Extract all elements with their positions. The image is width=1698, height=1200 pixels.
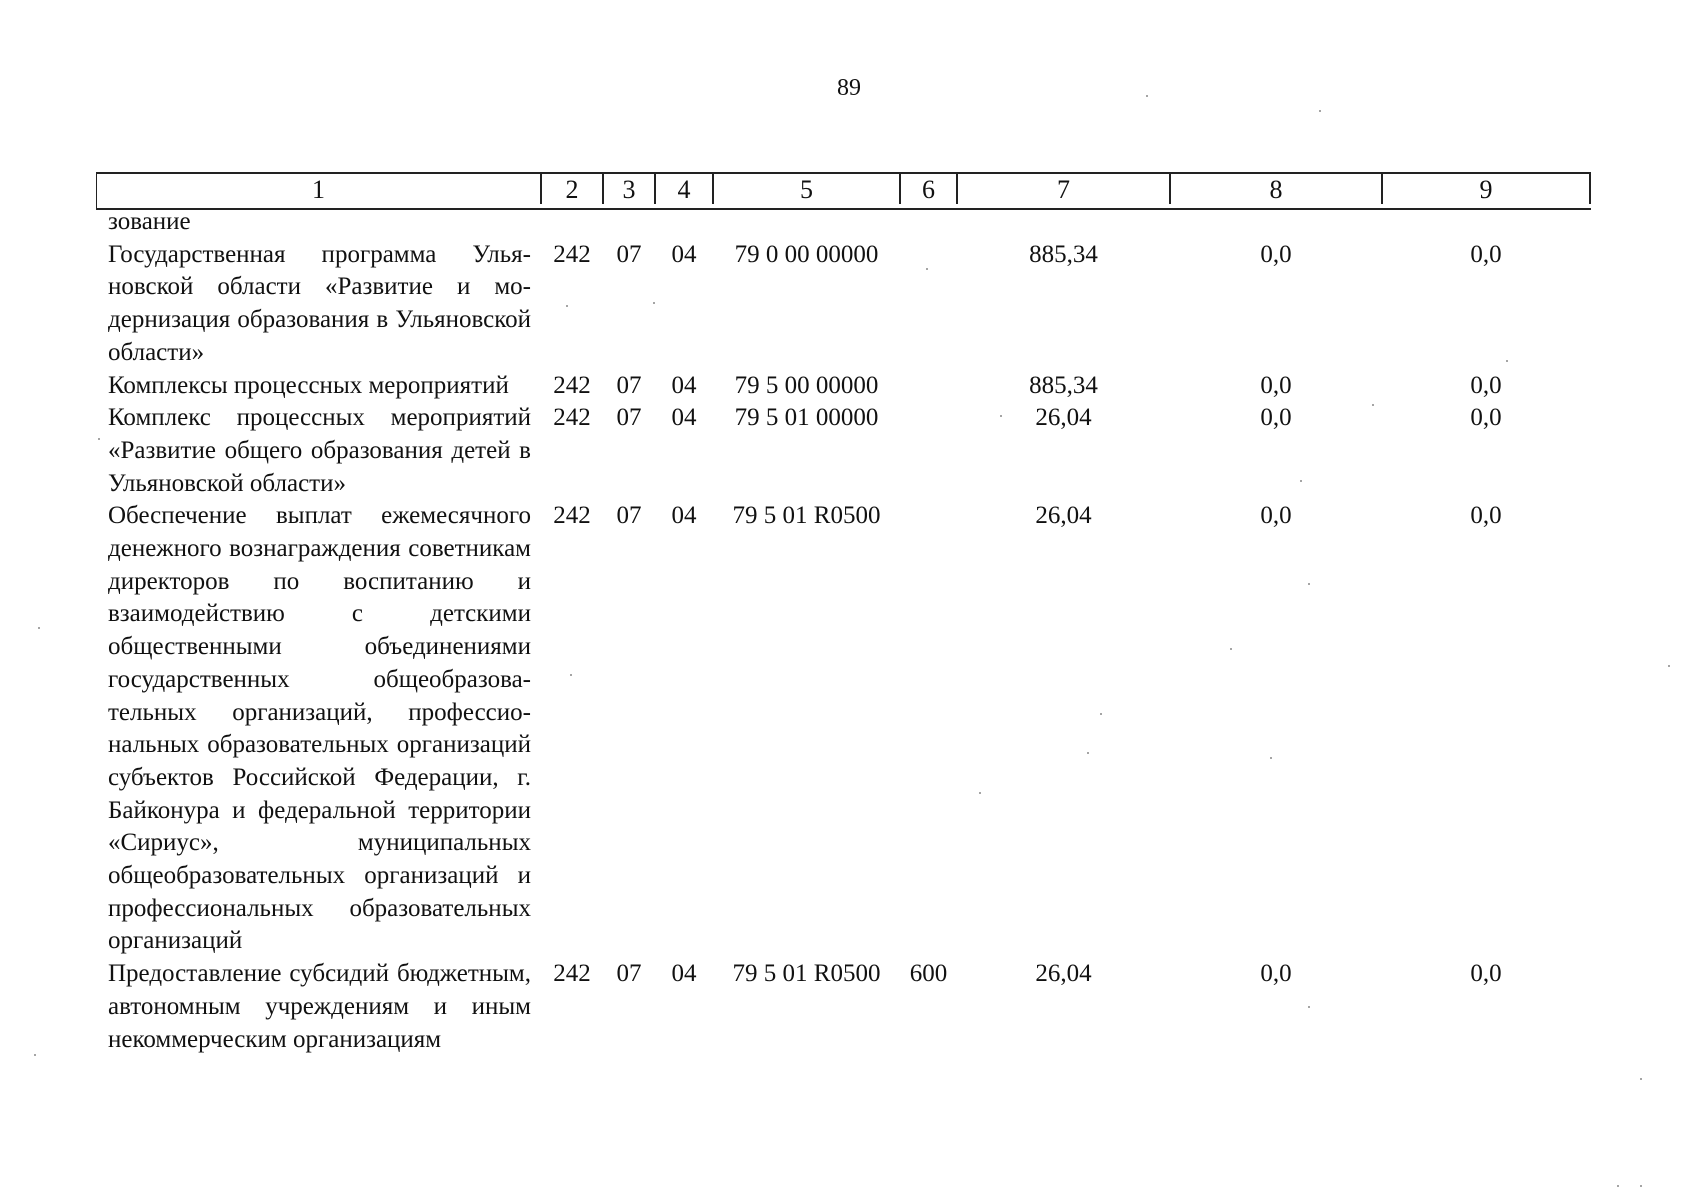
table-row [96,206,1590,239]
row-col-5: 79 5 01 R0500 [732,502,881,530]
scan-speck [1300,480,1302,482]
table-header [96,172,1591,210]
row-col-7: 26,04 [1035,404,1092,432]
row-col-5: 79 5 01 00000 [734,404,879,432]
scan-speck [1100,713,1102,715]
row-col-8: 0,0 [1260,502,1292,530]
scan-speck [1319,110,1321,112]
row-col-4: 04 [671,502,697,530]
scan-speck [1230,648,1232,650]
row-col-5: 79 0 00 00000 [734,240,879,268]
scan-speck [1640,1078,1642,1080]
row-col-3: 07 [616,960,642,988]
scan-speck [653,302,655,304]
row-name: Обеспечение выплат ежемесячного денежного вознаграждения советникам директоров по воспитанию и взаимодействию с детскими общественными объединениями государственных общеобразовательных организаций, профессиональных образовательных организаций субъектов Российской Федерации, г. Байконура и федеральной территории «Сириус», муниципальных общеобразовательных организаций и профессиональных образовательных организаций [108,502,531,955]
row-col-3: 07 [616,371,642,399]
row-col-2: 242 [553,371,591,399]
scan-speck [1372,404,1374,406]
row-col-8: 0,0 [1260,960,1292,988]
scan-speck [1308,1006,1310,1008]
scan-speck [38,627,40,629]
header-col-8: 8 [1171,174,1383,204]
scan-speck [979,792,981,794]
row-name: Предоставление субсидий бюджетным, автономным учреждениям и иным некоммерческим организациям [108,960,531,1053]
row-col-2: 242 [553,502,591,530]
scan-speck [1668,665,1670,667]
header-col-5: 5 [714,174,901,204]
row-col-8: 0,0 [1260,404,1292,432]
scan-speck [98,438,100,440]
row-name: Комплексы процессных мероприятий [108,371,509,399]
table-row [96,370,1590,403]
page-number: 89 [837,75,861,101]
scan-speck [1617,1185,1619,1187]
header-col-9: 9 [1383,174,1591,204]
table-row [96,402,1590,500]
table-row [96,239,1590,370]
row-name: Комплекс процессных мероприятий «Развитие общего образования детей в Ульяновской области» [108,404,531,497]
row-col-9: 0,0 [1470,960,1502,988]
scan-speck [1270,757,1272,759]
row-col-4: 04 [671,960,697,988]
row-col-9: 0,0 [1470,502,1502,530]
row-col-4: 04 [671,371,697,399]
row-col-9: 0,0 [1470,371,1502,399]
row-col-5: 79 5 01 R0500 [732,960,881,988]
scan-speck [926,268,928,270]
row-col-4: 04 [671,240,697,268]
scan-speck [1146,95,1148,97]
header-col-2: 2 [542,174,604,204]
row-col-2: 242 [553,404,591,432]
scan-speck [1087,752,1089,754]
row-col-3: 07 [616,240,642,268]
row-col-4: 04 [671,404,697,432]
row-col-8: 0,0 [1260,240,1292,268]
table-body [96,206,1590,1056]
row-col-5: 79 5 00 00000 [734,371,879,399]
row-col-8: 0,0 [1260,371,1292,399]
row-col-7: 885,34 [1029,371,1098,399]
header-col-6: 6 [901,174,958,204]
scan-speck [570,674,572,676]
header-col-3: 3 [604,174,656,204]
header-col-4: 4 [656,174,714,204]
scan-speck [566,305,568,307]
scan-speck [1308,583,1310,585]
row-col-6: 600 [909,960,948,988]
header-col-7: 7 [958,174,1171,204]
scan-speck [34,1054,36,1056]
scan-speck [1640,1185,1642,1187]
row-col-3: 07 [616,502,642,530]
row-name: зование [108,208,191,235]
row-col-7: 885,34 [1029,240,1098,268]
row-col-9: 0,0 [1470,404,1502,432]
row-col-3: 07 [616,404,642,432]
table-row [96,958,1590,1056]
row-col-2: 242 [553,960,591,988]
scan-speck [1000,415,1002,417]
header-col-1: 1 [97,174,542,204]
row-col-7: 26,04 [1035,502,1092,530]
row-col-7: 26,04 [1035,960,1092,988]
row-col-9: 0,0 [1470,240,1502,268]
scan-speck [1506,360,1508,362]
row-name: Государственная программа Ульяновской области «Развитие и модернизация образования в Ульяновской области» [108,240,531,366]
row-col-2: 242 [553,240,591,268]
table-row [96,500,1590,958]
